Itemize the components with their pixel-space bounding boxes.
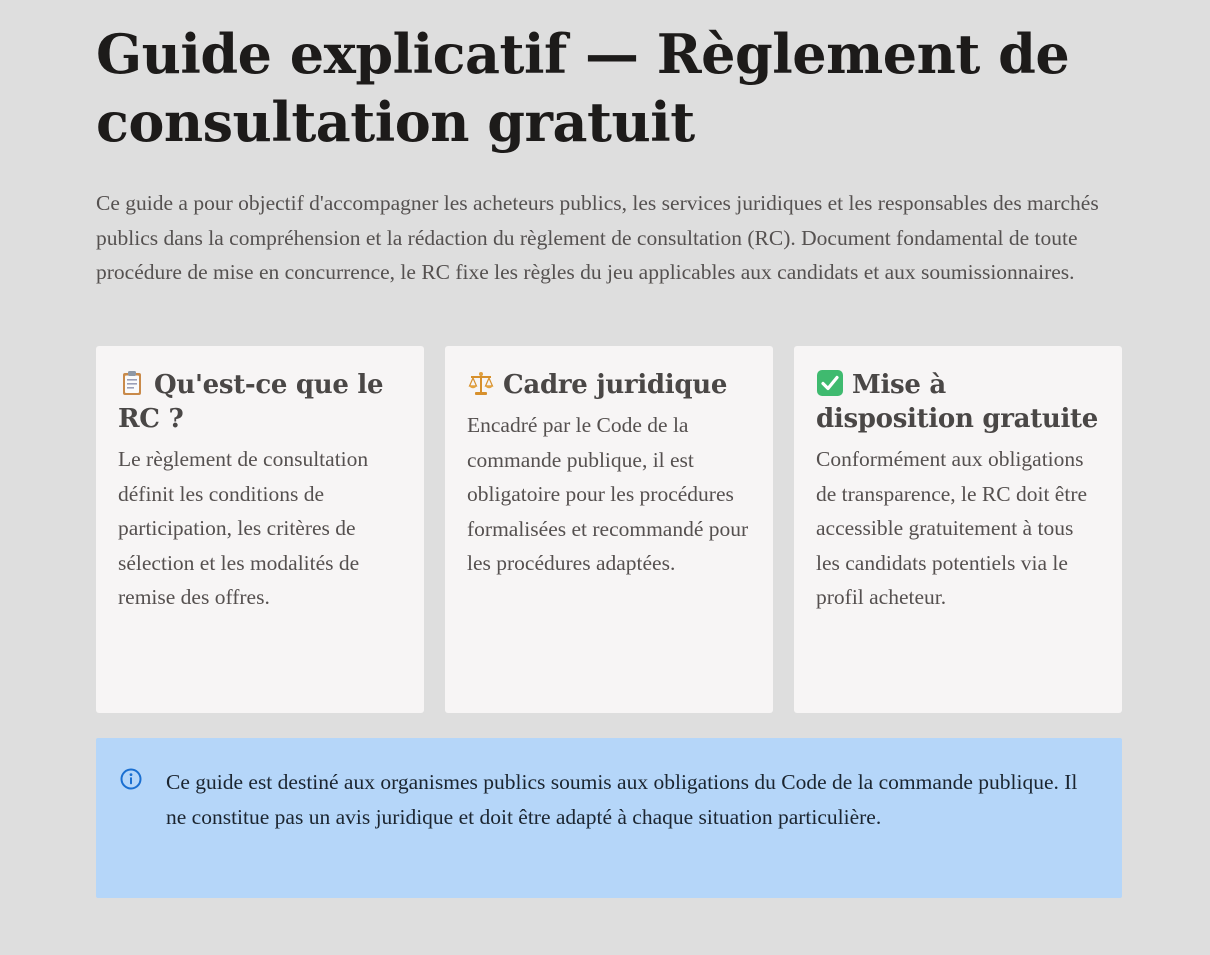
notice-text: Ce guide est destiné aux organismes publics soumis aux obligations du Code de la commande publique. Il ne constitue pas un avis juridique et doit être adapté à chaque situation particulière. — [166, 770, 1078, 829]
card-title — [816, 368, 1100, 436]
info-cards — [96, 346, 1122, 713]
card-title-text: Qu'est-ce que le RC ? — [118, 370, 384, 434]
page-title: Guide explicatif — Règlement de consultation gratuit — [96, 22, 1070, 154]
card-title-text: Cadre juridique — [503, 370, 728, 400]
card-legal-framework — [445, 346, 773, 713]
check-mark-icon — [816, 369, 844, 397]
page-content — [96, 0, 1122, 829]
card-what-is-rc — [96, 346, 424, 713]
card-body: Encadré par le Code de la commande publique, il est obligatoire pour les procédures formalisées et recommandé pour les procédures adaptées. — [467, 413, 749, 576]
card-body: Conformément aux obligations de transparence, le RC doit être accessible gratuitement à tous les candidats potentiels via le profil acheteur. — [816, 447, 1088, 610]
card-title — [467, 368, 751, 402]
info-icon — [120, 768, 142, 790]
card-title-text: Mise à disposition gratuite — [816, 370, 1098, 434]
card-body: Le règlement de consultation définit les conditions de participation, les critères de sélection et les modalités de remise des offres. — [118, 447, 369, 610]
card-free-availability — [794, 346, 1122, 713]
intro-paragraph: Ce guide a pour objectif d'accompagner les acheteurs publics, les services juridiques et les responsables des marchés publics dans la compréhension et la rédaction du règlement de consultation (RC). Document fondamental de toute procédure de mise en concurrence, le RC fixe les règles du jeu applicables aux candidats et aux soumissionnaires. — [96, 191, 1099, 284]
balance-scale-icon — [467, 369, 495, 397]
card-title — [118, 368, 402, 436]
clipboard-icon — [118, 369, 146, 397]
info-notice — [96, 738, 1122, 898]
